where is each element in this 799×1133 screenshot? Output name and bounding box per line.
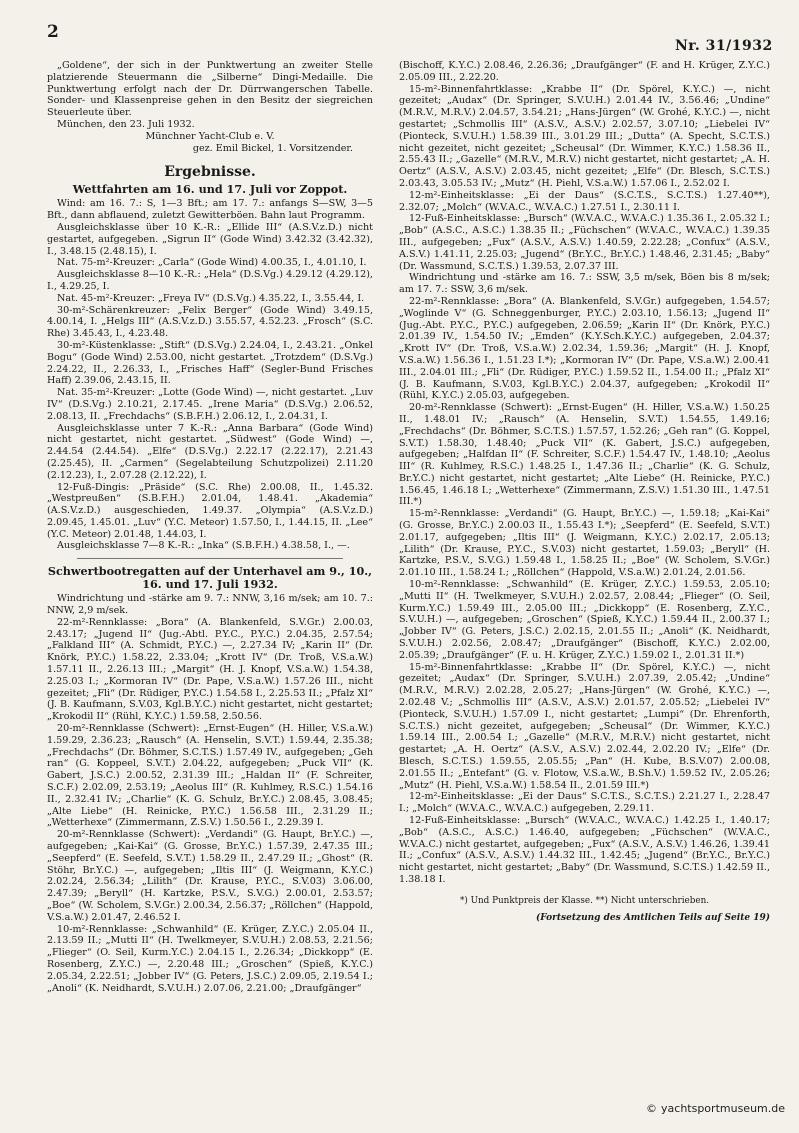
left-column xyxy=(47,60,373,1075)
watermark xyxy=(646,1102,785,1115)
result-paragraph: 30-m²-Schärenkreuzer: „Felix Berger“ (Gode Wind) 3.49.15, 4.00.14, I. „Helgs III“ (A.S.V.z.D.) 3.55.57, 4.52.23. „Frosch“ (S.C. Rhe) 3.45.43, I., 4.23.48. xyxy=(47,304,373,340)
signature: gez. Emil Bickel, 1. Vorsitzender. xyxy=(192,142,353,154)
result-paragraph: 10-m²-Rennklasse: „Schwanhild“ (E. Krüger, Z.Y.C.) 1.59.53, 2.05.10; „Mutti II“ (H. Twelkmeyer, S.V.U.H.) 2.02.57, 2.08.44; „Flieger“ (O. Seil, Kurm.Y.C.) 1.59.49 III., 2.05.00 III.; „Dickkopp“ (E. Rosenberg, Z.Y.C., S.V.U.H.) —, aufgegeben; „Groschen“ (Spieß, K.Y.C.) 1.59.44 II., 2.00.37 I.; „Jobber IV“ (G. Peters, J.S.C.) 2.02.15, 2.01.55 II.; „Anoli“ (K. Neidhardt, S.V.U.H.) 2.02.56, 2.08.47; „Draufgänger“ (Bischoff, K.Y.C.) 2.02.00, 2.05.39; „Draufgänger“ (F. u. H. Krüger, Z.Y.C.) 1.59.02 I., 2.01.31 II.*) xyxy=(399,579,770,661)
result-paragraph: 12-m²-Einheitsklasse: „Ei der Daus“ S.C.T.S., S.C.T.S.) 2.21.27 I., 2.28.47 I.; „Molch“ (W.V.A.C., W.V.A.C.) aufgegeben, 2.29.11. xyxy=(399,791,770,815)
result-paragraph: 12-Fuß-Dingis: „Präside“ (S.C. Rhe) 2.00.08, II., 1.45.32. „Westpreußen“ (S.B.F.H.) 2.01.04, 1.48.41. „Akademia“ (A.S.V.z.D.) ausgeschieden, 1.49.37. „Olympia“ (A.S.V.z.D.) 2.09.45, 1.45.01. „Luv“ (Y.C. Meteor) 1.57.50, I., 1.44.15, II. „Lee“ (Y.C. Meteor) 2.01.48, 1.44.03, I. xyxy=(47,481,373,540)
result-paragraph: Ausgleichsklasse unter 7 K.-R.: „Anna Barbara“ (Gode Wind) nicht gestartet, nicht gestartet. „Südwest“ (Gode Wind) —, 2.44.54 (2.44.54). „Elfe“ (D.S.Vg.) 2.22.17 (2.22.17), 2.21.43 (2.25.45), II. „Carmen“ (Segelabteilung Schutzpolizei) 2.11.20 (2.12.23), I., 2.07.28 (2.12.22), I. xyxy=(47,422,373,481)
watermark-text: yachtsportmuseum.de xyxy=(661,1102,785,1115)
results-heading: Ergebnisse. xyxy=(164,164,256,181)
result-paragraph: 12-m²-Einheitsklasse: „Ei der Daus“ (S.C.T.S., S.C.T.S.) 1.27.40**), 2.32.07; „Molch“ (W.V.A.C., W.V.A.C.) 1.27.51 I., 2.30.11 I. xyxy=(399,189,770,213)
result-paragraph: Nat. 35-m²-Kreuzer: „Lotte (Gode Wind) —, nicht gestartet. „Luv IV“ (D.S.Vg.) 2.10.21, 2.17.45. „Irene Maria“ (D.S.Vg.) 2.06.52, 2.08.13, II. „Frechdachs“ (S.B.F.H.) 2.06.12, I., 2.04.31, I. xyxy=(47,387,373,422)
result-paragraph: (Bischoff, K.Y.C.) 2.08.46, 2.26.36; „Draufgänger“ (F. and H. Krüger, Z.Y.C.) 2.05.09 III., 2.22.20. xyxy=(399,60,770,83)
date-line: München, den 23. Juli 1932. xyxy=(57,118,195,130)
issue-number: Nr. 31/1932 xyxy=(675,38,773,54)
result-paragraph: Windrichtung und -stärke am 16. 7.: SSW, 3,5 m/sek, Böen bis 8 m/sek; am 17. 7.: SSW, 3,6 m/sek. xyxy=(399,272,770,296)
result-paragraph: Ausgleichsklasse 7—8 K.-R.: „Inka“ (S.B.F.H.) 4.38.58, I., —. xyxy=(57,540,350,552)
result-paragraph: Wind: am 16. 7.: S, 1—3 Bft.; am 17. 7.: anfangs S—SW, 3—5 Bft., dann abflauend, zuletzt Gewitterböen. Bahn laut Programm. xyxy=(47,198,373,222)
result-paragraph: Ausgleichsklasse über 10 K.-R.: „Ellide III“ (A.S.V.z.D.) nicht gestartet, aufgegeben. „Sigrun II“ (Gode Wind) 3.42.32 (3.42.32), I., 3.48.15 (2.48.15), I. xyxy=(47,221,373,257)
result-paragraph: 15-m²-Rennklasse: „Verdandi“ (G. Haupt, Br.Y.C.) —, 1.59.18; „Kai-Kai“ (G. Grosse, Br.Y.C.) 2.00.03 II., 1.55.43 I.*); „Seepferd“ (E. Seefeld, S.V.T.) 2.01.17, aufgegeben; „Iltis III“ (J. Weigmann, K.Y.C.) 2.02.17, 2.05.13; „Lilith“ (Dr. Krause, P.Y.C., S.V.03) nicht gestartet, 1.59.03; „Beryll“ (H. Kartzke, P.S.V., S.V.G.) 1.59.48 I., 1.58.25 II.; „Boe“ (W. Scholem, S.V.Gr.) 2.01.10 III., 1.58.24 I.; „Röllchen“ (Happold, V.S.a.W.) 2.01.24, 2.01.56. xyxy=(399,508,770,579)
havel-results xyxy=(47,593,373,994)
result-paragraph: Nat. 75-m²-Kreuzer: „Carla“ (Gode Wind) 4.00.35, I., 4.01.10, I. xyxy=(57,257,367,269)
result-paragraph: 30-m²-Küstenklasse: „Stift“ (D.S.Vg.) 2.24.04, I., 2.43.21. „Onkel Bogu“ (Gode Wind) 2.53.00, nicht gestartet. „Trotzdem“ (D.S.Vg.) 2.24.22, II., 2.26.33, I., „Frisches Haff“ (Segler-Bund Frisches Haff) 2.39.06, 2.43.15, II. xyxy=(47,339,373,387)
intro-paragraph: „Goldene“, der sich in der Punktwertung an zweiter Stelle platzierende Steuermann die „Silberne“ Dingi-Medaille. Die Punktwertung erfolgt nach der Dr. Dürrwangerschen Tabelle. Sonder- und Klassenpreise gehen in den Besitz der siegreichen Steuerleute über. xyxy=(47,60,373,119)
result-paragraph: 15-m²-Binnenfahrtklasse: „Krabbe II“ (Dr. Spörel, K.Y.C.) —, nicht gezeitet; „Audax“ (Dr. Springer, S.V.U.H.) 2.07.39, 2.05.42; „Undine“ (M.R.V., M.R.V.) 2.02.28, 2.05.27; „Hans-Jürgen“ (W. Grohé, K.Y.C.) —, 2.02.48 V.; „Schmollis III“ (A.S.V., A.S.V.) 2.01.57, 2.05.52; „Liebelei IV“ (Pionteck, S.V.U.H.) 1.57.09 I., nicht gestartet; „Lumpi“ (Dr. Ehrenforth, S.C.T.S.) nicht gezeitet, aufgegeben; „Scheusal“ (Dr. Wimmer, K.Y.C.) 1.59.14 III., 2.00.54 I.; „Gazelle“ (M.R.V., M.R.V.) nicht gestartet, nicht gestartet; „A. H. Oertz“ (A.S.V., A.S.V.) 2.02.44, 2.02.20 IV.; „Elfe“ (Dr. Blesch, S.C.T.S.) 1.59.55, 2.05.55; „Pan“ (H. Kube, B.S.V.07) 2.00.08, 2.01.55 II.; „Entefant“ (G. v. Flotow, V.S.a.W., B.Sh.V.) 1.59.52 IV., 2.05.26; „Mutz“ (H. Piehl, V.S.a.W.) 1.58.54 II., 2.01.59 III.*) xyxy=(399,661,770,791)
right-column xyxy=(399,60,770,1035)
zoppot-results xyxy=(47,198,373,552)
result-paragraph: 22-m²-Rennklasse: „Bora“ (A. Blankenfeld, S.V.Gr.) 2.00.03, 2.43.17; „Jugend II“ (Jug.-Abtl. P.Y.C., P.Y.C.) 2.04.35, 2.57.54; „Falkland III“ (A. Schmidt, P.Y.C.) —, 2.27.34 IV; „Karin II“ (Dr. Knörk, P.Y.C.) 1.58.22, 2.33.04; „Krott IV“ (Dr. Troß, V.S.a.W.) 1.57.11 II., 2.26.13 III.; „Margit“ (H. J. Knopf, V.S.a.W.) 1.54.38, 2.25.03 I.; „Kormoran IV“ (Dr. Pape, V.S.a.W.) 1.57.26 III., nicht gezeitet; „Fli“ (Dr. Rüdiger, P.Y.C.) 1.54.58 I., 2.25.53 II.; „Pfalz XI“ (J. B. Kaufmann, S.V.03, Kgl.B.Y.C.) nicht gestartet, nicht gestartet; „Krokodil II“ (Rühl, K.Y.C.) 1.59.58, 2.50.56. xyxy=(47,616,373,723)
copyright-icon: © xyxy=(646,1102,658,1115)
club-name: Münchner Yacht-Club e. V. xyxy=(145,130,275,142)
result-paragraph: 12-Fuß-Einheitsklasse: „Bursch“ (W.V.A.C., W.V.A.C.) 1.35.36 I., 2.05.32 I.; „Bob“ (A.S.C., A.S.C.) 1.38.35 II.; „Füchschen“ (W.V.A.C., W.V.A.C.) 1.39.35 III., aufgegeben; „Fux“ (A.S.V., A.S.V.) 1.40.59, 2.22.28; „Confux“ (A.S.V., A.S.V.) 1.41.11, 2.25.03; „Jugend“ (Br.Y.C., Br.Y.C.) 1.48.46, 2.31.45; „Baby“ (Dr. Wassmund, S.C.T.S.) 1.39.53, 2.07.37 III. xyxy=(399,213,770,272)
footnote: *) Und Punktpreis der Klasse. **) Nicht unterschrieben. xyxy=(459,895,710,906)
result-paragraph: 20-m²-Rennklasse (Schwert): „Ernst-Eugen“ (H. Hiller, V.S.a.W.) 1.59.29, 2.36.23; „Rausch“ (A. Henselin, S.V.T.) 1.59.44, 2.35.38; „Frechdachs“ (Dr. Böhmer, S.C.T.S.) 1.57.49 IV., aufgegeben; „Geh ran“ (G. Koppeel, S.V.T.) 2.04.22, aufgegeben; „Puck VII“ (K. Gabert, J.S.C.) 2.00.52, 2.31.39 III.; „Haldan II“ (F. Schreiter, S.C.F.) 2.02.09, 2.53.19; „Aeolus III“ (R. Kuhlmey, R.S.C.) 1.54.16 II., 2.32.41 IV.; „Charlie“ (K. G. Schulz, Br.Y.C.) 2.08.45, 3.08.45; „Alte Liebe“ (H. Reinicke, P.Y.C.) 1.56.58 III., 2.31.29 II.; „Wetterhexe“ (Zimmermann, Z.S.V.) 1.50.56 I., 2.29.39 I. xyxy=(47,723,373,829)
result-paragraph: 22-m²-Rennklasse: „Bora“ (A. Blankenfeld, S.V.Gr.) aufgegeben, 1.54.57; „Woglinde V“ (G. Schneggenburger, P.Y.C.) 2.03.10, 1.56.13; „Jugend II“ (Jug.-Abt. P.Y.C., P.Y.C.) aufgegeben, 2.06.59; „Karin II“ (Dr. Knörk, P.Y.C.) 2.01.39 IV., 1.54.50 IV.; „Emden“ (K.Y.Sch.K.Y.C.) aufgegeben, 2.04.37; „Krott IV“ (Dr. Troß, V.S.a.W.) 2.02.34, 1.59.36; „Margit“ (H. J. Knopf, V.S.a.W.) 1.56.36 I., 1.51.23 I.*); „Kormoran IV“ (Dr. Pape, V.S.a.W.) 2.00.41 III., 2.04.01 III.; „Fli“ (Dr. Rüdiger, P.Y.C.) 1.59.52 II., 1.54.00 II.; „Pfalz XI“ (J. B. Kaufmann, S.V.03, Kgl.B.Y.C.) 2.04.37, aufgegeben; „Krokodil II“ (Rühl, K.Y.C.) 2.05.03, aufgegeben. xyxy=(399,295,770,402)
result-paragraph: Nat. 45-m²-Kreuzer: „Freya IV“ (D.S.Vg.) 4.35.22, I., 3.55.44, I. xyxy=(57,292,365,304)
havel-heading: Schwertbootregatten auf der Unterhavel am 9., 10., 16. und 17. Juli 1932. xyxy=(47,564,373,592)
continuation-note: (Fortsetzung des Amtlichen Teils auf Seite 19) xyxy=(535,912,770,923)
result-paragraph: 20-m²-Rennklasse (Schwert): „Ernst-Eugen“ (H. Hiller, V.S.a.W.) 1.50.25 II., 1.48.01 IV.; „Rausch“ (A. Henselin, S.V.T.) 1.54.55, 1.49.16; „Frechdachs“ (Dr. Böhmer, S.C.T.S.) 1.57.57, 1.52.26; „Geh ran“ (G. Koppel, S.V.T.) 1.58.30, 1.48.40; „Puck VII“ (K. Gabert, J.S.C.) aufgegeben, aufgegeben; „Halfdan II“ (F. Schreiter, S.C.F.) 1.54.47 IV., 1.48.10; „Aeolus III“ (R. Kuhlmey, R.S.C.) 1.48.25 I., 1.47.36 II.; „Charlie“ (K. G. Schulz, Br.Y.C.) nicht gestartet, nicht gestartet; „Alte Liebe“ (H. Reinicke, P.Y.C.) 1.56.45, 1.46.18 I.; „Wetterhexe“ (Zimmermann, Z.S.V.) 1.51.30 III., 1.47.51 III.*) xyxy=(399,402,770,508)
page-number: 2 xyxy=(47,22,59,42)
zoppot-heading: Wettfahrten am 16. und 17. Juli vor Zoppot. xyxy=(72,182,348,197)
section-divider xyxy=(77,558,343,559)
result-paragraph: 15-m²-Binnenfahrtklasse: „Krabbe II“ (Dr. Spörel, K.Y.C.) —, nicht gezeitet; „Audax“ (Dr. Springer, S.V.U.H.) 2.01.44 IV., 3.56.46; „Undine“ (M.R.V., M.R.V.) 2.04.57, 3.54.21; „Hans-Jürgen“ (W. Grohé, K.Y.C.) —, nicht gestartet; „Schmollis III“ (A.S.V., A.S.V.) 2.02.57, 3.07.10; „Liebelei IV“ (Pionteck, S.V.U.H.) 1.58.39 III., 3.01.29 III.; „Dutta“ (A. Specht, S.C.T.S.) nicht gezeitet, nicht gezeitet; „Scheusal“ (Dr. Wimmer, K.Y.C.) 1.58.36 II., 2.55.43 II.; „Gazelle“ (M.R.V., M.R.V.) nicht gestartet, nicht gestartet; „A. H. Oertz“ (A.S.V., A.S.V.) 2.03.45, nicht gezeitet; „Elfe“ (Dr. Blesch, S.C.T.S.) 2.03.43, 3.05.53 IV.; „Mutz“ (H. Piehl, V.S.a.W.) 1.57.06 I., 2.52.02 I. xyxy=(399,83,770,189)
result-paragraph: Ausgleichsklasse 8—10 K.-R.: „Hela“ (D.S.Vg.) 4.29.12 (4.29.12), I., 4.29.25, I. xyxy=(47,269,373,292)
result-paragraph: 10-m²-Rennklasse: „Schwanhild“ (E. Krüger, Z.Y.C.) 2.05.04 II., 2.13.59 II.; „Mutti II“ (H. Twelkmeyer, S.V.U.H.) 2.08.53, 2.21.56; „Flieger“ (O. Seil, Kurm.Y.C.) 2.04.15 I., 2.26.34; „Dickkopp“ (E. Rosenberg, Z.Y.C.) —, 2.20.48 III.; „Groschen“ (Spieß, K.Y.C.) 2.05.34, 2.22.51; „Jobber IV“ (G. Peters, J.S.C.) 2.09.05, 2.19.54 I.; „Anoli“ (K. Neidhardt, S.V.U.H.) 2.07.06, 2.21.00; „Draufgänger“ xyxy=(47,923,373,994)
result-paragraph: Windrichtung und -stärke am 9. 7.: NNW, 3,16 m/sek; am 10. 7.: NNW, 2,9 m/sek. xyxy=(47,593,373,617)
result-paragraph: 12-Fuß-Einheitsklasse: „Bursch“ (W.V.A.C., W.V.A.C.) 1.42.25 I., 1.40.17; „Bob“ (A.S.C., A.S.C.) 1.46.40, aufgegeben; „Füchschen“ (W.V.A.C., W.V.A.C.) nicht gestartet, aufgegeben; „Fux“ (A.S.V., A.S.V.) 1.46.26, 1.39.41 II.; „Confux“ (A.S.V., A.S.V.) 1.44.32 III., 1.42.45; „Jugend“ (Br.Y.C., Br.Y.C.) nicht gestartet, nicht gestartet; „Baby“ (Dr. Wassmund, S.C.T.S.) 1.42.59 II., 1.38.18 I. xyxy=(399,815,770,885)
result-paragraph: 20-m²-Rennklasse (Schwert): „Verdandi“ (G. Haupt, Br.Y.C.) —, aufgegeben; „Kai-Kai“ (G. Grosse, Br.Y.C.) 1.57.39, 2.47.35 III.; „Seepferd“ (E. Seefeld, S.V.T.) 1.58.29 II., 2.47.29 II.; „Ghost“ (R. Stöhr, Br.Y.C.) —, aufgegeben; „Iltis III“ (J. Weigmann, K.Y.C.) 2.02.24, 2.56.34; „Lilith“ (Dr. Krause, P.Y.C., S.V.03) 3.06.00, 2.47.39; „Beryll“ (H. Kartzke, P.S.V., S.V.G.) 2.00.01, 2.53.57; „Boe“ (W. Scholem, S.V.Gr.) 2.00.34, 2.56.37; „Röllchen“ (Happold, V.S.a.W.) 2.01.47, 2.46.52 I. xyxy=(47,829,373,923)
